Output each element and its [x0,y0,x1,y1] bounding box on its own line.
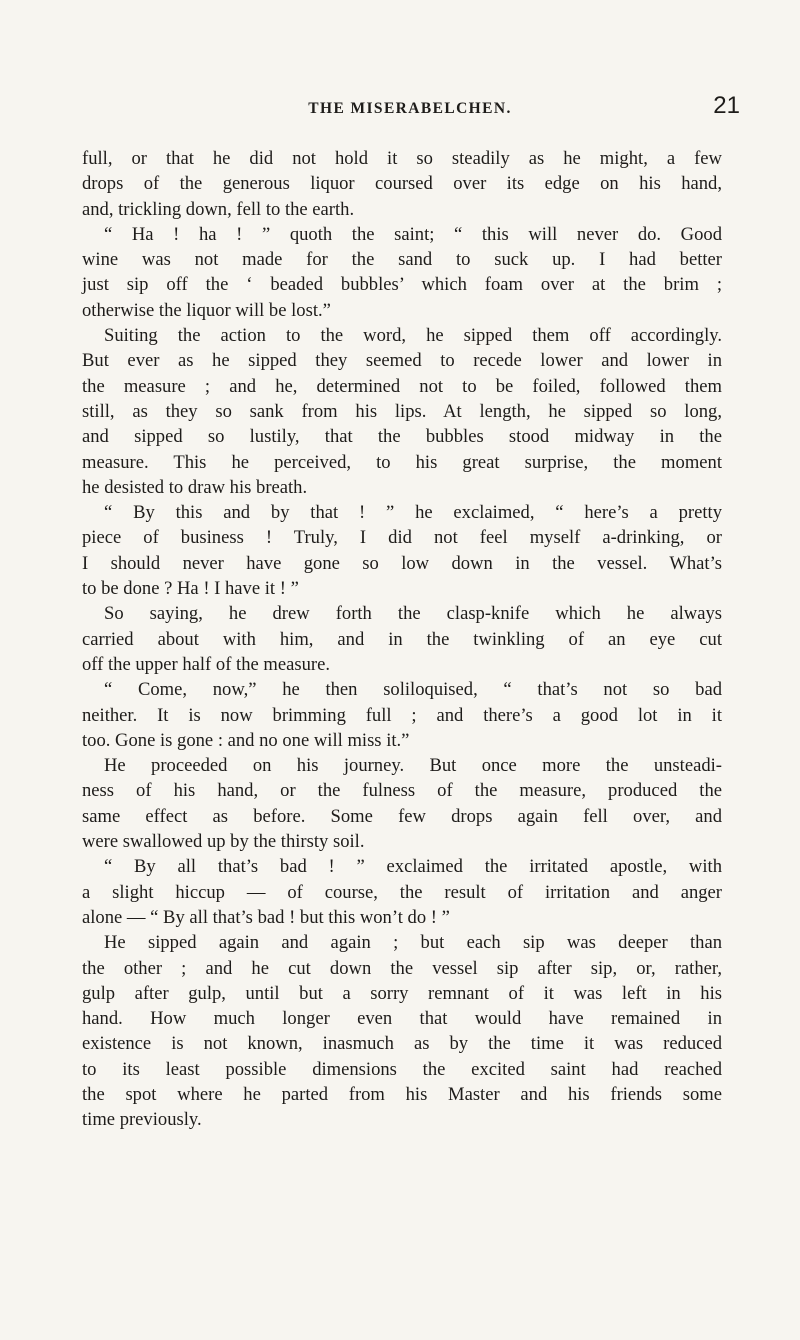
text-line: “ Come, now,” he then soliloquised, “ that’s not so bad [104,679,722,701]
text-line: Suiting the action to the word, he sipped them off accordingly. [104,325,722,347]
text-line: hand. How much longer even that would have remained in [82,1008,722,1030]
text-line: the spot where he parted from his Master and his friends some [82,1083,722,1105]
text-line: drops of the generous liquor coursed over its edge on his hand, [82,173,722,195]
text-line: ness of his hand, or the fulness of the measure, produced the [82,780,722,802]
text-line: the measure ; and he, determined not to be foiled, followed them [82,375,722,397]
text-line: the other ; and he cut down the vessel sip after sip, or, rather, [82,957,722,979]
running-title: THE MISERABELCHEN. [308,100,512,117]
text-line: existence is not known, inasmuch as by the time it was reduced [82,1033,722,1055]
text-line: He sipped again and again ; but each sip was deeper than [104,932,722,954]
text-line: alone — “ By all that’s bad ! but this won’t do ! ” [82,906,450,928]
text-line: neither. It is now brimming full ; and there’s a good lot in it [82,704,722,726]
page-number: 21 [713,92,740,119]
text-line: to its least possible dimensions the excited saint had reached [82,1058,722,1080]
text-line: and sipped so lustily, that the bubbles stood midway in the [82,426,722,448]
text-line: carried about with him, and in the twinkling of an eye cut [82,628,722,650]
text-line: “ Ha ! ha ! ” quoth the saint; “ this will never do. Good [104,223,722,245]
text-line: I should never have gone so low down in the vessel. What’s [82,552,722,574]
text-line: piece of business ! Truly, I did not feel myself a-drinking, or [82,527,722,549]
running-head [80,92,740,126]
text-line: he desisted to draw his breath. [82,476,308,498]
text-line: and, trickling down, fell to the earth. [82,198,355,220]
text-line: a slight hiccup — of course, the result of irritation and anger [82,881,722,903]
body-text [82,146,722,1133]
text-line: He proceeded on his journey. But once more the unsteadi- [104,755,722,777]
text-line: “ By this and by that ! ” he exclaimed, “ here’s a pretty [104,502,722,524]
text-line: gulp after gulp, until but a sorry remnant of it was left in his [82,982,722,1004]
text-line: same effect as before. Some few drops again fell over, and [82,805,722,827]
text-line: But ever as he sipped they seemed to recede lower and lower in [82,350,722,372]
text-line: just sip off the ‘ beaded bubbles’ which foam over at the brim ; [82,274,722,296]
text-line: “ By all that’s bad ! ” exclaimed the irritated apostle, with [104,856,722,878]
text-line: time previously. [82,1109,202,1131]
text-line: measure. This he perceived, to his great surprise, the moment [82,451,722,473]
text-line: were swallowed up by the thirsty soil. [82,831,365,853]
text-line: otherwise the liquor will be lost.” [82,299,331,321]
text-line: to be done ? Ha ! I have it ! ” [82,578,299,600]
text-line: too. Gone is gone : and no one will miss it.” [82,729,410,751]
text-line: off the upper half of the measure. [82,653,330,675]
text-line: So saying, he drew forth the clasp-knife which he always [104,603,722,625]
text-line: full, or that he did not hold it so steadily as he might, a few [82,148,722,169]
text-line: still, as they so sank from his lips. At length, he sipped so long, [82,400,722,422]
text-line: wine was not made for the sand to suck up. I had better [82,249,722,271]
